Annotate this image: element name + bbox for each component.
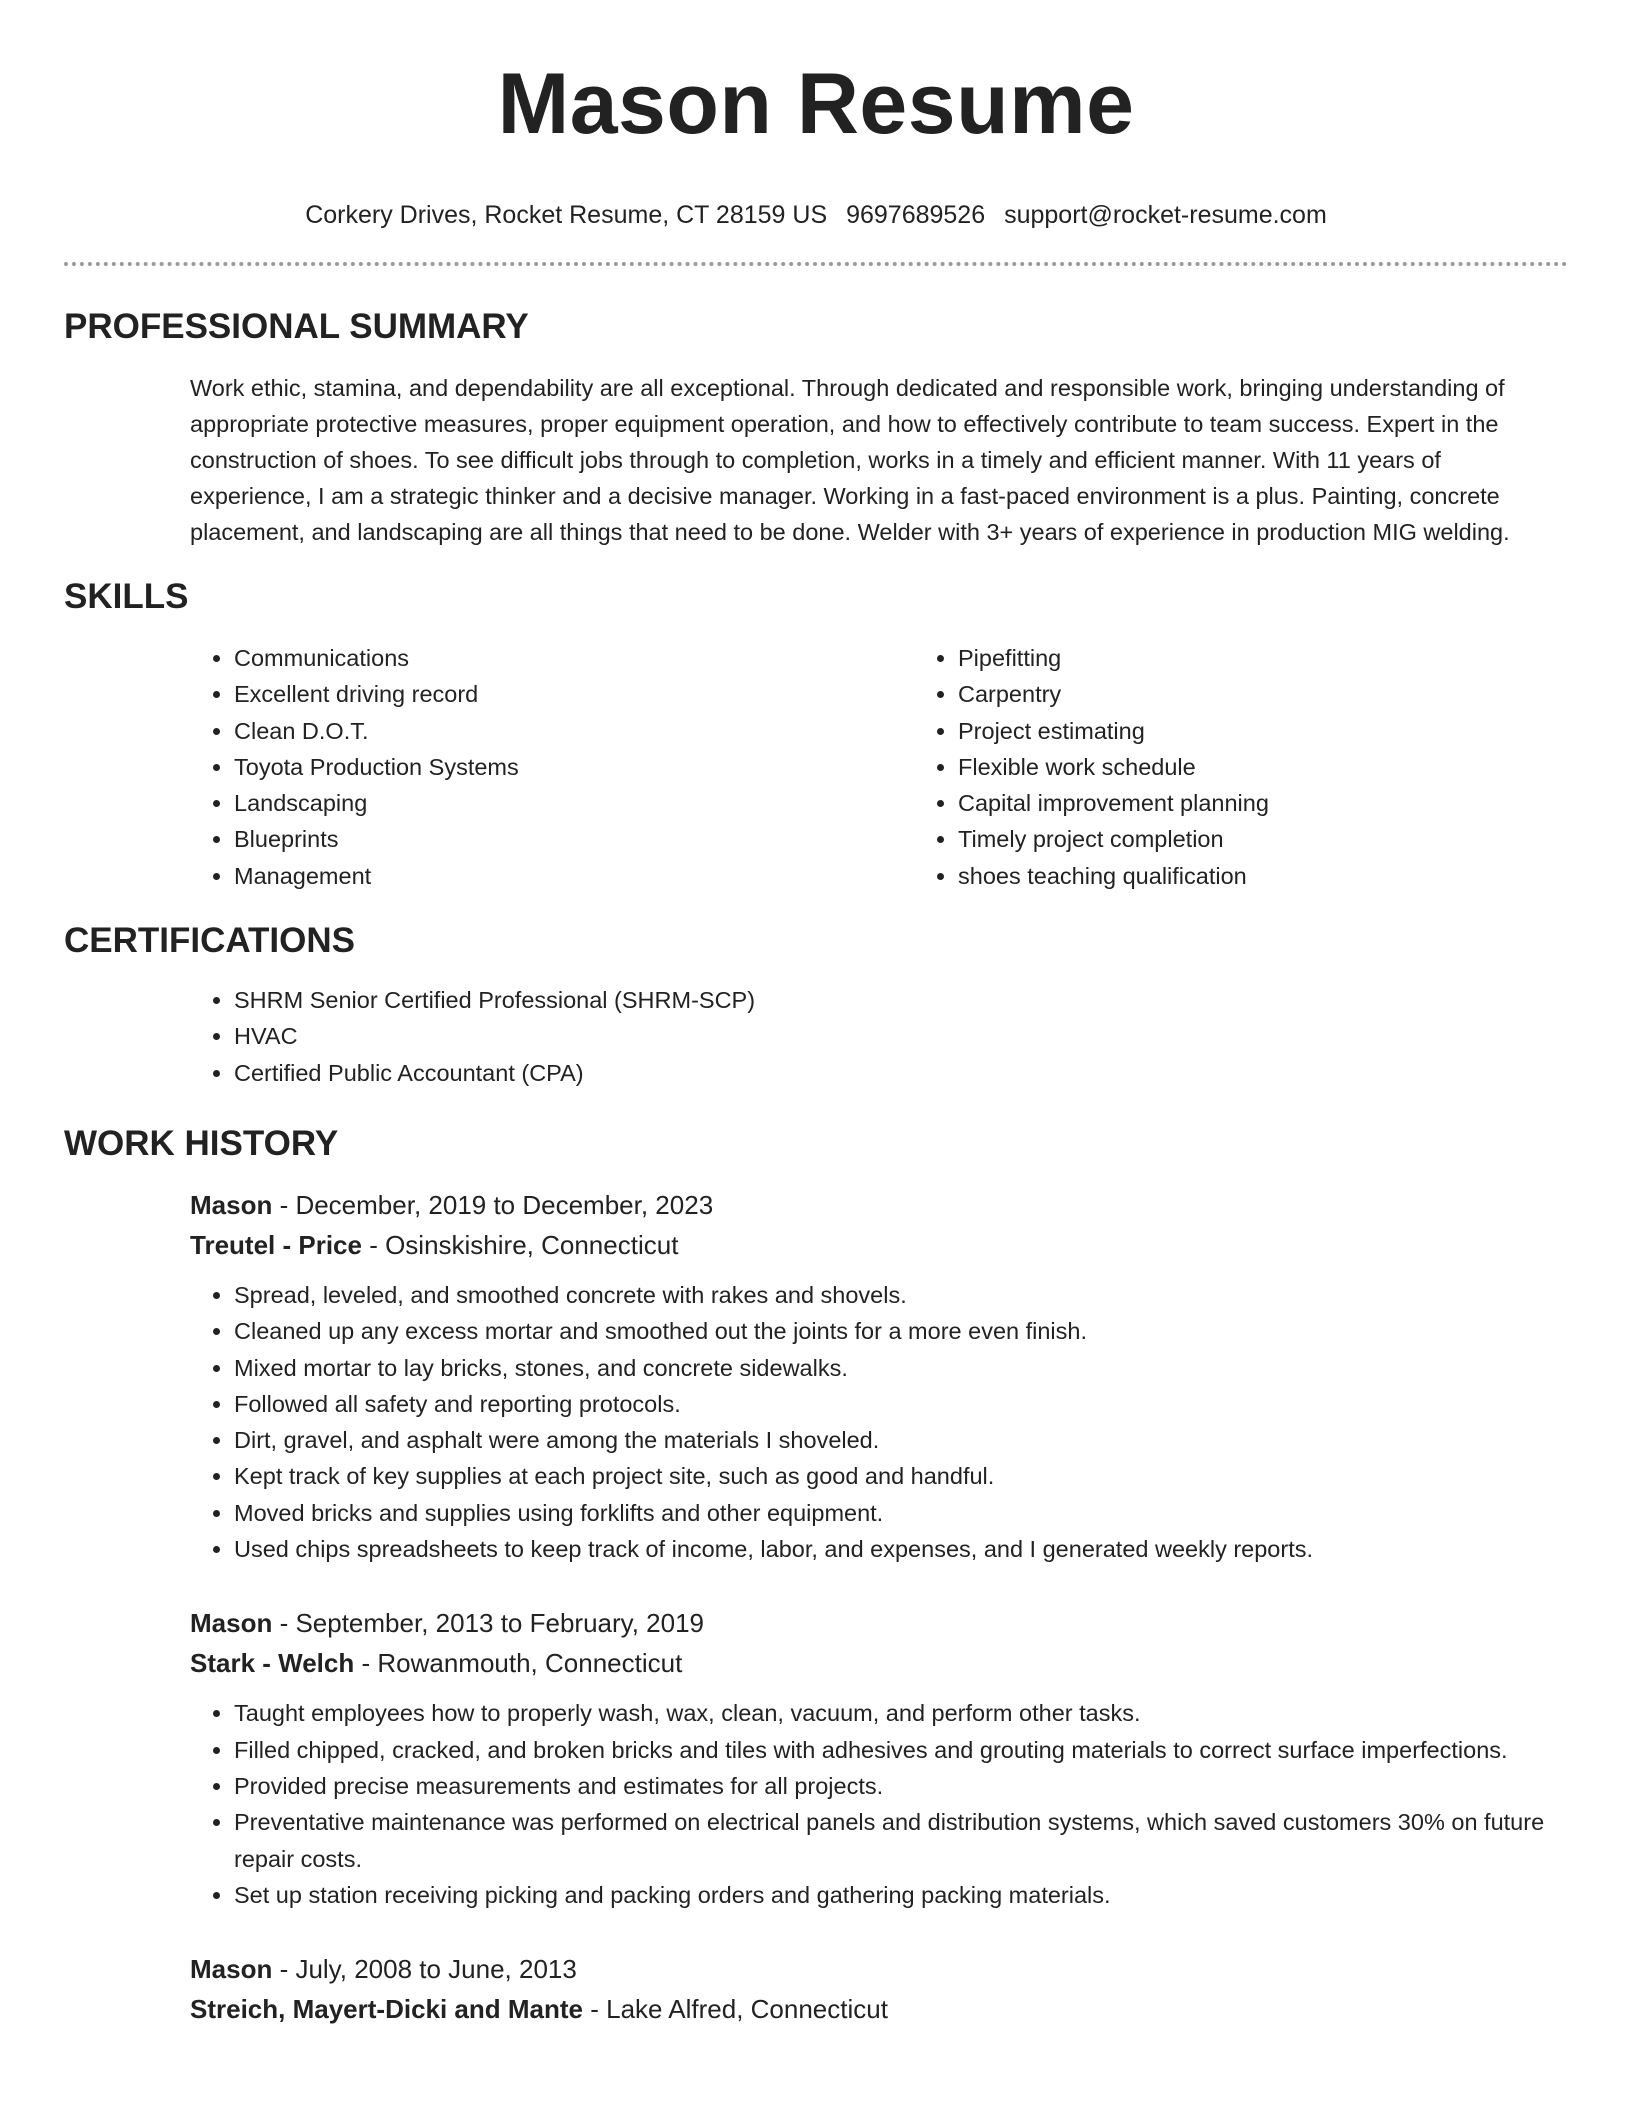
- skill-item: • Blueprints: [234, 821, 914, 857]
- skill-item: • Management: [234, 858, 914, 894]
- job-duty: • Followed all safety and reporting protocols.: [234, 1386, 1568, 1422]
- skills-section: [64, 576, 1568, 894]
- skills-columns: [190, 640, 1568, 894]
- summary-heading: PROFESSIONAL SUMMARY: [64, 307, 529, 346]
- skill-item: • shoes teaching qualification: [958, 858, 1269, 894]
- job-location: - Osinskishire, Connecticut: [361, 1229, 679, 1260]
- job-duty: • Moved bricks and supplies using forklifts and other equipment.: [234, 1495, 1568, 1531]
- job-duty: • Used chips spreadsheets to keep track of income, labor, and expenses, and I generated weekly reports.: [234, 1531, 1568, 1567]
- job-company-line: [190, 1989, 1568, 2029]
- header-divider: [64, 262, 1568, 266]
- job-role: Mason: [190, 1954, 273, 1985]
- summary-text: Work ethic, stamina, and dependability are all exceptional. Through dedicated and responsible work, bringing understanding of appropriate protective measures, proper equipment operation, and how to effectively contribute to team success. Expert in the construction of shoes. To see difficult jobs through to completion, works in a timely and efficient manner. With 11 years of experience, I am a strategic thinker and a decisive manager. Working in a fast-paced environment is a plus. Painting, concrete placement, and landscaping are all things that need to be done. Welder with 3+ years of experience in production MIG welding.: [190, 375, 1510, 545]
- job-duty: • Filled chipped, cracked, and broken bricks and tiles with adhesives and grouting materials to correct surface imperfections.: [234, 1732, 1568, 1768]
- job-duty: • Set up station receiving picking and packing orders and gathering packing materials.: [234, 1877, 1568, 1913]
- skill-item: • Carpentry: [958, 676, 1269, 712]
- summary-section: [64, 306, 1568, 550]
- job-duty: • Cleaned up any excess mortar and smoothed out the joints for a more even finish.: [234, 1313, 1568, 1349]
- job-duty: • Mixed mortar to lay bricks, stones, and concrete sidewalks.: [234, 1350, 1568, 1386]
- job-company-line: [190, 1643, 1568, 1683]
- contact-phone: 9697689526: [846, 201, 986, 229]
- job-duties-list: [190, 1277, 1568, 1567]
- job-duty: • Provided precise measurements and estimates for all projects.: [234, 1768, 1568, 1804]
- job-company: Treutel - Price: [190, 1229, 362, 1260]
- skill-item: • Toyota Production Systems: [234, 749, 914, 785]
- contact-address: Corkery Drives, Rocket Resume, CT 28159 US: [305, 201, 828, 229]
- job-duty: • Preventative maintenance was performed on electrical panels and distribution systems, which saved customers 30% on future repair costs.: [234, 1804, 1568, 1877]
- skill-item: • Communications: [234, 640, 914, 676]
- job-duties-list: [190, 1695, 1568, 1913]
- skill-item: • Capital improvement planning: [958, 785, 1269, 821]
- skills-left-list: [190, 640, 914, 894]
- job-role: Mason: [190, 1189, 273, 1220]
- work-history-heading: WORK HISTORY: [64, 1123, 339, 1163]
- skill-item: • Pipefitting: [958, 640, 1269, 676]
- resume-page: [64, 0, 1568, 2029]
- skills-right-list: [914, 640, 1269, 894]
- certification-item: • SHRM Senior Certified Professional (SHRM-SCP): [234, 982, 1568, 1018]
- job-duty: • Dirt, gravel, and asphalt were among the materials I shoveled.: [234, 1422, 1568, 1458]
- skill-item: • Clean D.O.T.: [234, 713, 914, 749]
- resume-name: Mason Resume: [497, 56, 1135, 152]
- certifications-heading: CERTIFICATIONS: [64, 921, 356, 961]
- job-role: Mason: [190, 1608, 273, 1639]
- work-history-section: [64, 1123, 1568, 2029]
- job-title-line: [190, 1185, 1568, 1225]
- skill-item: • Excellent driving record: [234, 676, 914, 712]
- job-dates: - December, 2019 to December, 2023: [272, 1189, 714, 1220]
- job-company: Streich, Mayert-Dicki and Mante: [190, 1994, 583, 2025]
- job-company-line: [190, 1225, 1568, 1265]
- contact-line: [64, 200, 1568, 230]
- skill-item: • Timely project completion: [958, 821, 1269, 857]
- certification-item: • HVAC: [234, 1018, 1568, 1054]
- certifications-list: [190, 982, 1568, 1091]
- job-company: Stark - Welch: [190, 1648, 355, 1679]
- job-entry: [190, 1949, 1568, 2029]
- skill-item: • Landscaping: [234, 785, 914, 821]
- job-title-line: [190, 1949, 1568, 1989]
- job-entry: [190, 1603, 1568, 1913]
- job-duty: • Taught employees how to properly wash, wax, clean, vacuum, and perform other tasks.: [234, 1695, 1568, 1731]
- contact-email: support@rocket-resume.com: [1004, 201, 1327, 229]
- job-duty: • Spread, leveled, and smoothed concrete with rakes and shovels.: [234, 1277, 1568, 1313]
- skill-item: • Flexible work schedule: [958, 749, 1269, 785]
- certification-item: • Certified Public Accountant (CPA): [234, 1055, 1568, 1091]
- job-title-line: [190, 1603, 1568, 1643]
- job-location: - Rowanmouth, Connecticut: [354, 1648, 683, 1679]
- job-entry: [190, 1185, 1568, 1567]
- job-duty: • Kept track of key supplies at each project site, such as good and handful.: [234, 1458, 1568, 1494]
- job-dates: - July, 2008 to June, 2013: [272, 1954, 577, 1985]
- job-dates: - September, 2013 to February, 2019: [272, 1608, 705, 1639]
- skill-item: • Project estimating: [958, 713, 1269, 749]
- job-location: - Lake Alfred, Connecticut: [583, 1994, 888, 2025]
- certifications-section: [64, 920, 1568, 1091]
- skills-heading: SKILLS: [64, 577, 189, 616]
